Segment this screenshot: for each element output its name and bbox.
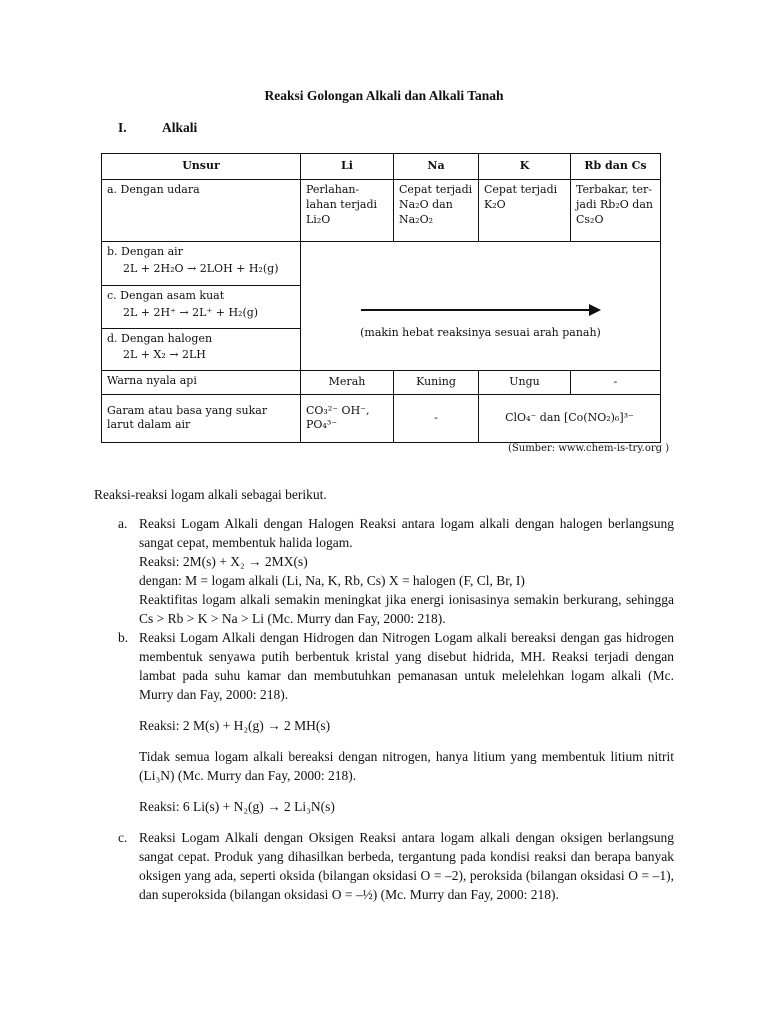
- item-b-label: b.: [118, 630, 129, 645]
- row-salt-label: Garam atau basa yang sukar larut dalam air: [102, 394, 301, 442]
- row-d-label: d. Dengan halogen: [107, 331, 213, 345]
- item-a-definition: dengan: M = logam alkali (Li, Na, K, Rb, Cs) X = halogen (F, Cl, Br, I): [139, 573, 525, 588]
- row-a-li: Perlahan-lahan terjadi Li₂O: [301, 180, 394, 242]
- row-a-rbcs: Terbakar, ter-jadi Rb₂O dan Cs₂O: [571, 180, 661, 242]
- header-li: Li: [301, 154, 394, 180]
- table-source: (Sumber: www.chem-is-try.org ): [508, 443, 670, 454]
- row-b-equation: 2L + 2H₂O → 2LOH + H₂(g): [123, 262, 279, 276]
- header-rbcs: Rb dan Cs: [571, 154, 661, 180]
- item-c-label: c.: [118, 830, 128, 845]
- intro-text: Reaksi-reaksi logam alkali sebagai berikut.: [94, 487, 327, 502]
- row-b-label: b. Dengan air: [107, 245, 183, 259]
- page-title: Reaksi Golongan Alkali dan Alkali Tanah: [264, 88, 504, 103]
- row-b-cell: [102, 242, 301, 286]
- row-flame-k: Ungu: [479, 370, 571, 394]
- row-d-equation: 2L + X₂ → 2LH: [123, 348, 206, 362]
- item-b-paragraph-2: Tidak semua logam alkali bereaksi dengan nitrogen, hanya litium yang membentuk litium nitrit (Li₃N) (Mc. Murry dan Fay, 2000: 218).: [139, 749, 674, 783]
- header-unsur: Unsur: [102, 154, 301, 180]
- list-item-a: [118, 514, 674, 628]
- section-number: I.: [118, 120, 127, 135]
- reactivity-arrow: [361, 304, 601, 316]
- row-a-na: Cepat terjadi Na₂O dan Na₂O₂: [394, 180, 479, 242]
- row-salt-li: CO₃²⁻ OH⁻, PO₄³⁻: [301, 394, 394, 442]
- header-k: K: [479, 154, 571, 180]
- item-a-paragraph-2: Reaktifitas logam alkali semakin meningkat jika energi ionisasinya semakin berkurang, sehingga Cs > Rb > K > Na > Li (Mc. Murry dan Fay, 2000: 218).: [139, 592, 674, 626]
- item-a-label: a.: [118, 516, 128, 531]
- reaction-list: [118, 514, 674, 904]
- section-name: Alkali: [162, 120, 198, 135]
- row-flame-rbcs: -: [571, 370, 661, 394]
- list-item-b: [118, 628, 674, 828]
- item-b-reaction-1: Reaksi: 2 M(s) + H₂(g) → 2 MH(s): [139, 718, 331, 733]
- row-c-label: c. Dengan asam kuat: [107, 289, 225, 303]
- row-flame-na: Kuning: [394, 370, 479, 394]
- reactivity-arrow-cell: [301, 242, 661, 370]
- row-a-k: Cepat terjadi K₂O: [479, 180, 571, 242]
- list-item-c: [118, 828, 674, 904]
- item-a-paragraph-1: Reaksi Logam Alkali dengan Halogen Reaksi antara logam alkali dengan halogen berlangsung sangat cepat, membentuk halida logam.: [139, 516, 674, 550]
- row-flame-label: Warna nyala api: [102, 370, 301, 394]
- arrow-note: (makin hebat reaksinya sesuai arah panah): [360, 326, 601, 340]
- row-flame-li: Merah: [301, 370, 394, 394]
- row-c-equation: 2L + 2H⁺ → 2L⁺ + H₂(g): [123, 306, 259, 320]
- item-b-paragraph-1: Reaksi Logam Alkali dengan Hidrogen dan Nitrogen Logam alkali bereaksi dengan gas hidrogen membentuk senyawa putih berbentuk kristal yang disebut hidrida, MH. Reaksi terjadi dengan lambat pada suhu kamar dan membutuhkan pemanasan untuk melelehkan logam alkali (Mc. Murry dan Fay, 2000: 218).: [139, 630, 674, 702]
- row-salt-na: -: [394, 394, 479, 442]
- item-b-reaction-2: Reaksi: 6 Li(s) + N₂(g) → 2 Li₃N(s): [139, 799, 335, 814]
- item-a-reaction: Reaksi: 2M(s) + X₂ → 2MX(s): [139, 554, 308, 569]
- row-d-cell: [102, 328, 301, 370]
- row-a-label: a. Dengan udara: [102, 180, 301, 242]
- row-salt-k-cs: ClO₄⁻ dan [Co(NO₂)₆]³⁻: [479, 394, 661, 442]
- header-na: Na: [394, 154, 479, 180]
- row-c-cell: [102, 286, 301, 328]
- item-c-paragraph-1: Reaksi Logam Alkali dengan Oksigen Reaksi antara logam alkali dengan oksigen berlangsung sangat cepat. Produk yang dihasilkan berbeda, tergantung pada kondisi reaksi dan berapa banyak oksigen yang ada, seperti oksida (bilangan oksidasi O = –2), peroksida (bilangan oksidasi O = –1), dan superoksida (bilangan oksidasi O = –½) (Mc. Murry dan Fay, 2000: 218).: [139, 830, 674, 902]
- alkali-reaction-table: [101, 153, 661, 443]
